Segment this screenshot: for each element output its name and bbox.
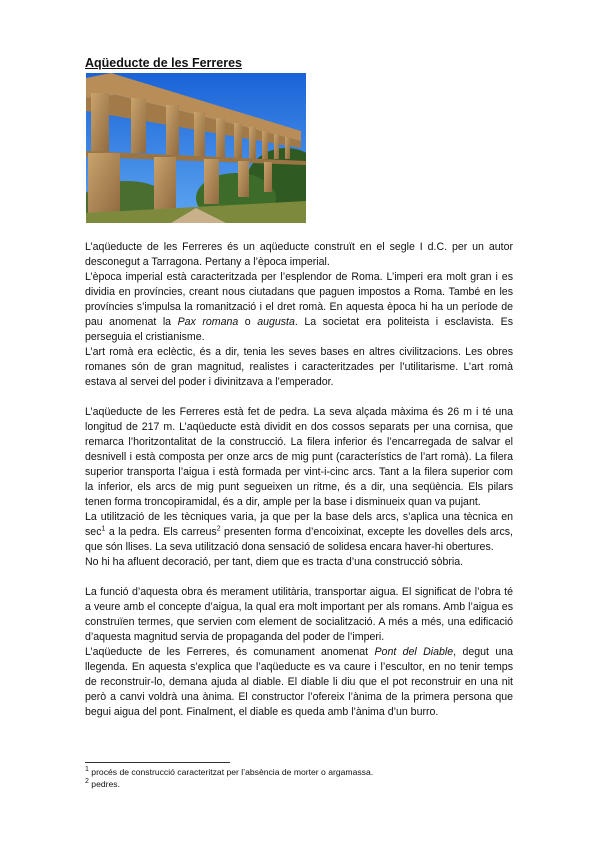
- text-span: a la pedra. Els carreus: [105, 526, 217, 538]
- emphasis-pax-romana: Pax romana: [177, 316, 239, 328]
- footnote-2: [85, 778, 513, 790]
- footnote-separator: [85, 762, 230, 763]
- footnote-number: 1: [85, 766, 89, 774]
- text-span: L’aqüeducte de les Ferreres, és comunament anomenat: [85, 646, 375, 658]
- footnote-1: [85, 766, 513, 778]
- emphasis-augusta: augusta: [257, 316, 295, 328]
- paragraph-function: La funció d’aquesta obra és merament utilitària, transportar aigua. El significat de l’obra té a veure amb el concepte d’aigua, la qual era molt important per als romans. Amb l’aigua es construïen termes, que servien com element de socialització. A més a més, una edificació d’aquesta magnitud servia de propaganda del poder de l’imperi.: [85, 586, 513, 643]
- footnote-text: pedres.: [88, 779, 120, 789]
- paragraph-intro: L’aqüeducte de les Ferreres és un aqüeducte construït en el segle I d.C. per un autor desconegut a Tarragona. Pertany a l’època imperial.: [85, 241, 513, 268]
- footnote-ref-1[interactable]: 1: [101, 525, 106, 533]
- paragraph-roman-art: L’art romà era eclèctic, és a dir, tenia les seves bases en altres civilitzacions. Les obres romanes són de gran magnitud, realistes i caracteritzades per l’utilitarisme. L’art romà estava al servei del poder i divinitzava a l’emperador.: [85, 346, 513, 388]
- footnotes: [85, 766, 513, 790]
- paragraph-techniques: [85, 510, 513, 555]
- body-text: [85, 240, 513, 720]
- text-span: L’època imperial està caracteritzada per l’esplendor de Roma. L’imperi era molt gran i es dividia en províncies, creant nous ciutadans que paguen impostos a Roma. També en les províncies s’impulsa la romanització i el dret romà. En aquesta època hi ha un període de pau anomenat la: [85, 271, 513, 328]
- text-span: , degut una llegenda. En aquesta s’explica que l’aqüeducte es va caure i l’escultor, en no tenir temps de reconstruir-lo, demana ajuda al diable. El diable li diu que el pot reconstruir en una nit però a canvi voldrà una ànima. El constructor l’ofereix l’ànima de la primera persona que begui aigua del pont. Finalment, el diable es queda amb l’ànima d’un burro.: [85, 646, 514, 718]
- spacer: [85, 570, 513, 585]
- paragraph-imperial-era: [85, 270, 513, 345]
- footnote-number: 2: [85, 778, 89, 786]
- text-span: o: [238, 316, 258, 328]
- aqueduct-photo: [86, 73, 306, 223]
- text-span: . La societat era politeista i esclavista. Es perseguia el cristianisme.: [85, 316, 513, 343]
- document-title: Aqüeducte de les Ferreres: [85, 56, 243, 70]
- spacer: [85, 390, 513, 405]
- paragraph-structure: L’aqüeducte de les Ferreres està fet de pedra. La seva alçada màxima és 26 m i té una longitud de 217 m. L’aqüeducte està dividit en dos cossos separats per una cornisa, que remarca l’horitzontalitat de la construcció. La filera inferior és l’encarregada de salvar el desnivell i està composta per onze arcs de mig punt (característics de l’art romà). La filera superior transporta l’aigua i està formada per vint-i-cinc arcs. Tant a la filera superior com la inferior, els arcs de mig punt segueixen un ritme, és a dir, una seqüència. Els pilars tenen forma troncopiramidal, és a dir, ample per la base i disminueix quan va pujant.: [85, 406, 513, 508]
- paragraph-decoration: No hi ha afluent decoració, per tant, diem que es tracta d’una construcció sòbria.: [85, 556, 464, 568]
- text-span: La utilització de les tècniques varia, ja que per la base dels arcs, s’aplica una tècnica en sec: [85, 511, 513, 538]
- emphasis-pont-del-diable: Pont del Diable: [374, 646, 454, 658]
- text-span: presenten forma d’encoixinat, excepte les dovelles dels arcs, que són llises. La seva utilització dona sensació de solidesa encara haver-hi obertures.: [85, 526, 513, 553]
- footnote-text: procés de construcció caracteritzat per l’absència de morter o argamassa.: [88, 767, 374, 777]
- paragraph-legend: [85, 645, 513, 720]
- footnote-ref-2[interactable]: 2: [216, 525, 221, 533]
